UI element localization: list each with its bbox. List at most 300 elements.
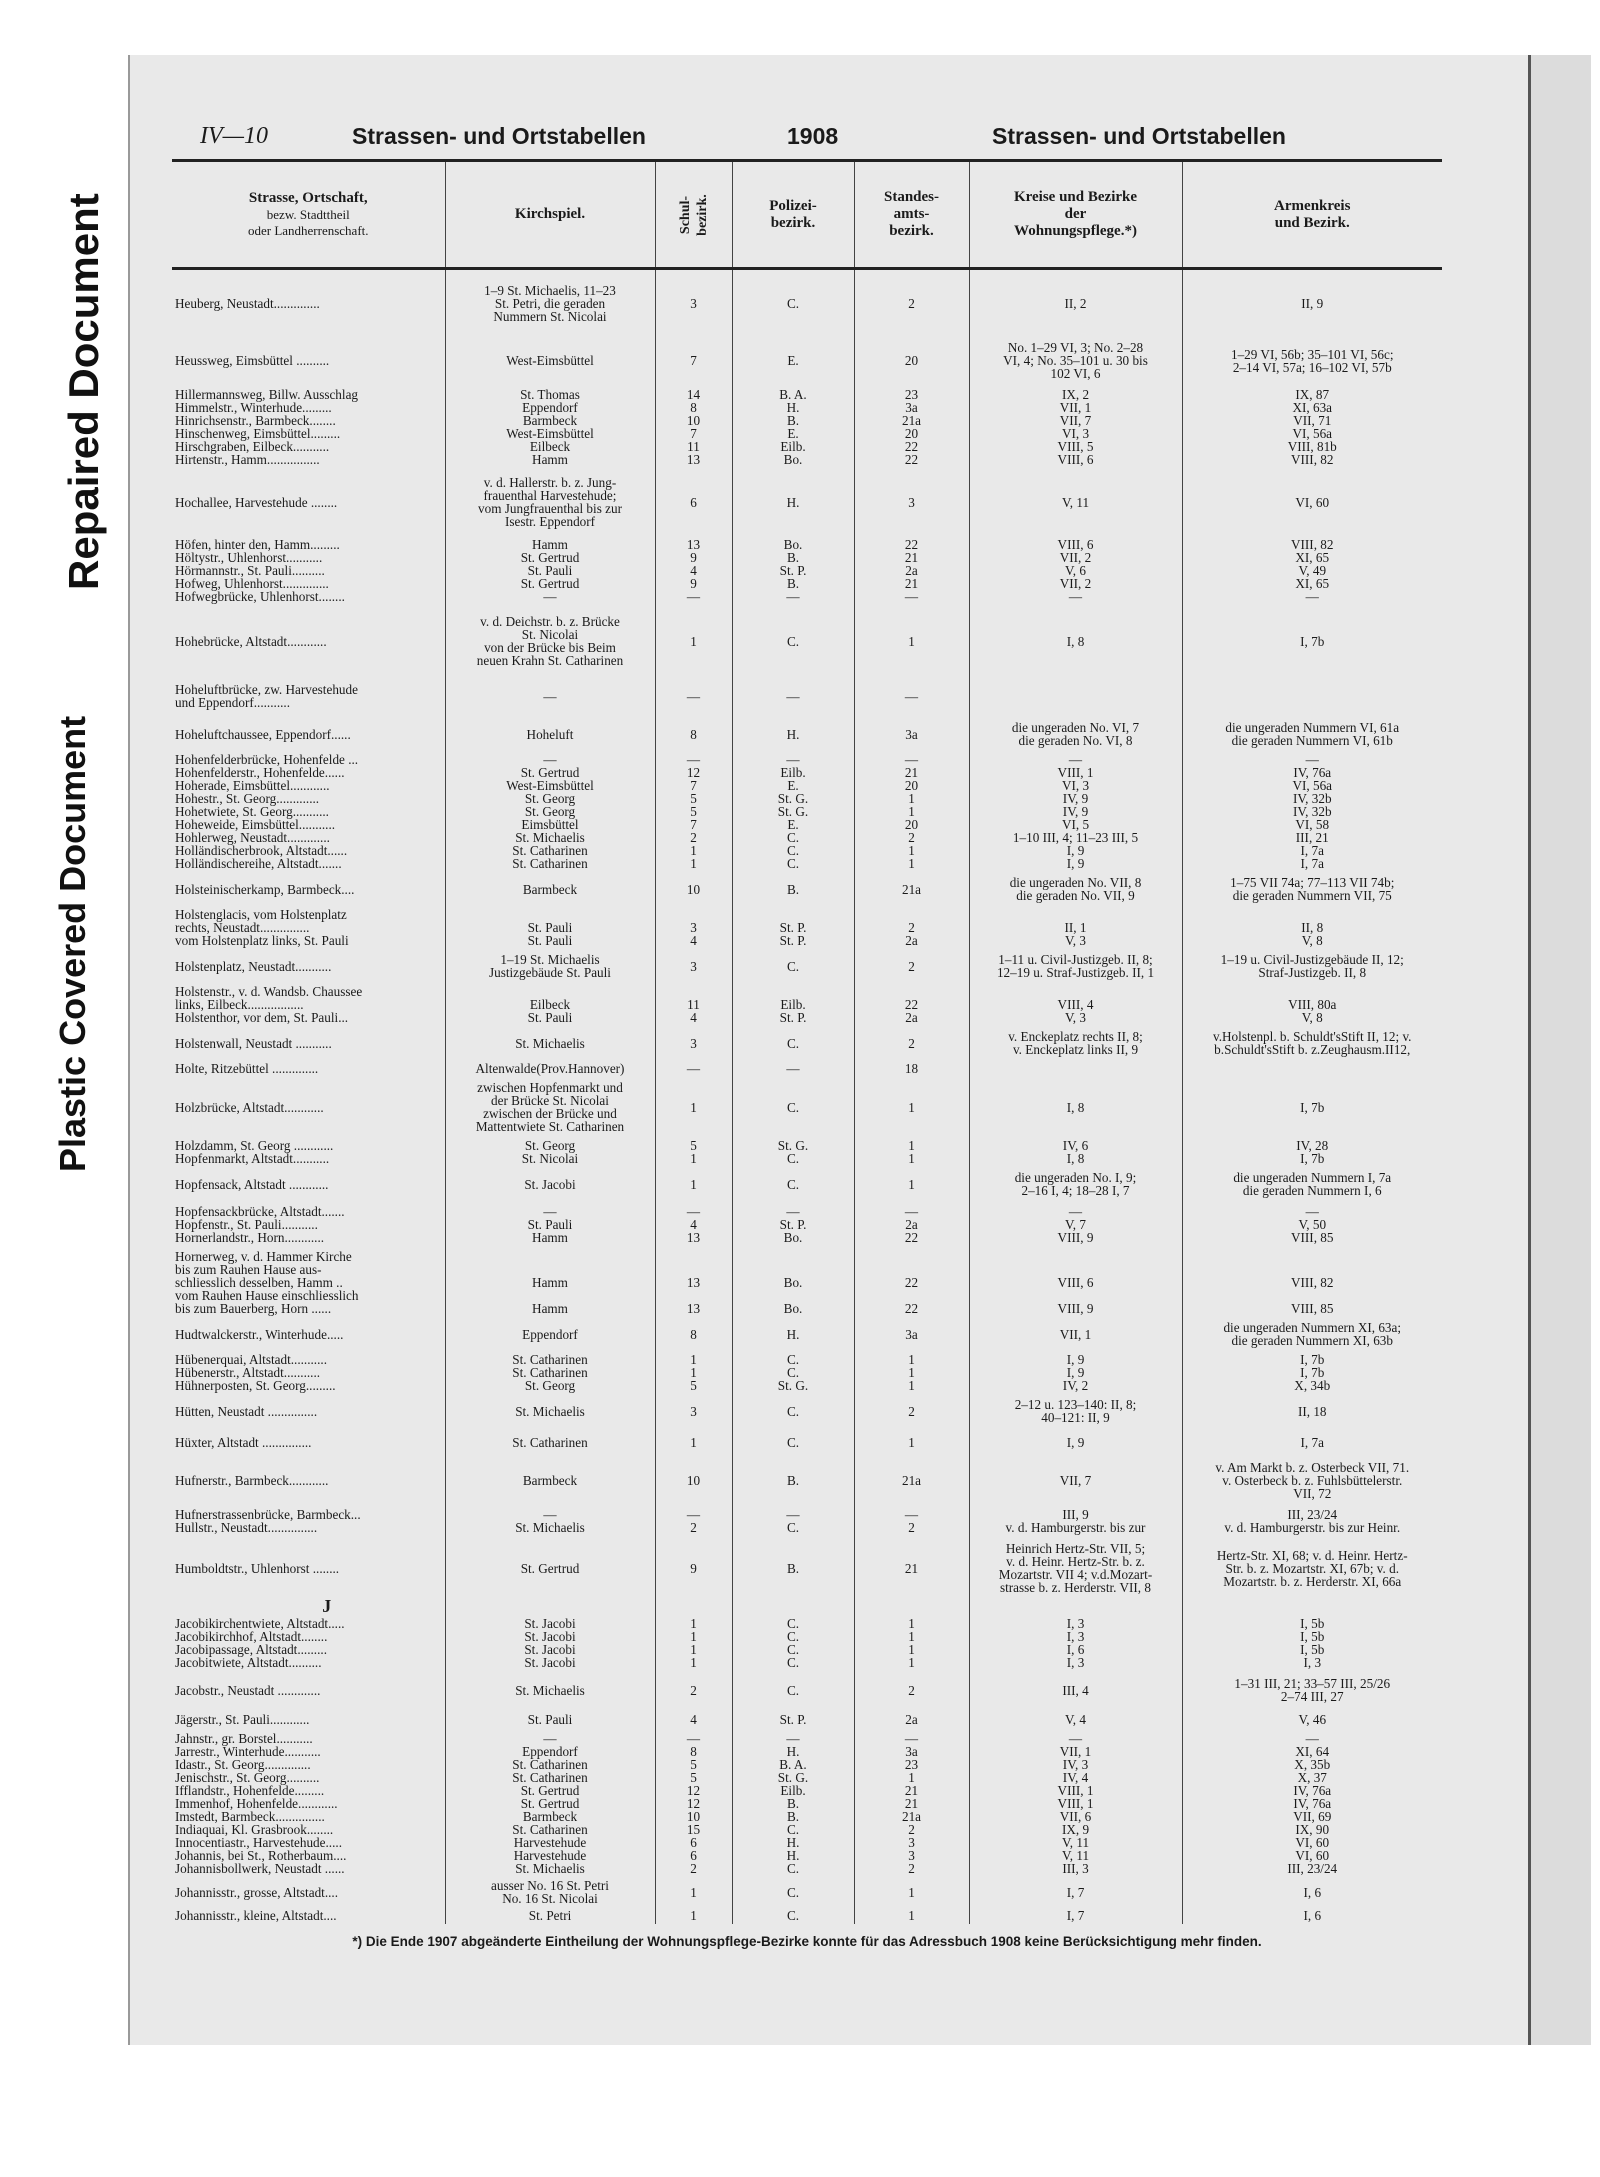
data-cell: — V, 50 VIII, 85 [1182, 1201, 1442, 1248]
data-cell: No. 1–29 VI, 3; No. 2–28 VI, 4; No. 35–101 u. 30 bis 102 VI, 6 [969, 337, 1182, 384]
data-cell: 3a [854, 1317, 969, 1351]
street-cell: Höfen, hinter den, Hamm......... Höltystr., Uhlenhorst........... Hörmannstr., St. Pauli.......... Hofweg, Uhlenhorst.............. Hofwegbrücke, Uhlenhorst........ [175, 537, 345, 604]
data-cell: Hoheluft [445, 717, 655, 751]
street-cell: J [322, 1598, 332, 1615]
data-cell: — St. P. Bo. [732, 1201, 854, 1248]
data-cell: Bo. B. St. P. B. — [732, 534, 854, 607]
data-cell: die ungeraden Nummern XI, 63a; die geraden Nummern XI, 63b [1182, 1317, 1442, 1351]
table-row [172, 1394, 1442, 1428]
street-cell: Hopfensack, Altstadt ............ [175, 1176, 329, 1192]
table-row [172, 384, 1442, 470]
data-cell: — 4 13 [655, 1201, 732, 1248]
data-cell: — Eppendorf St. Catharinen St. Catharinen St. Gertrud St. Gertrud Barmbeck St. Catharinen Harvestehude Harvestehude St. Michaelis [445, 1730, 655, 1877]
table-row [172, 1201, 1442, 1248]
data-cell: 1 1 [854, 1137, 969, 1167]
data-cell: 1 [655, 1877, 732, 1907]
data-cell: — [732, 675, 854, 717]
data-cell: C. [732, 1167, 854, 1201]
data-cell: 21a [854, 872, 969, 906]
data-cell: Altenwalde(Prov.Hannover) [445, 1060, 655, 1077]
data-cell: Eilbeck St. Pauli [445, 983, 655, 1026]
table-row [172, 1317, 1442, 1351]
data-cell: 23 3a 21a 20 22 22 [854, 384, 969, 470]
data-cell: — 2a 22 [854, 1201, 969, 1248]
col-header-kirchspiel [445, 161, 655, 269]
col-header-wohnungspflege [969, 161, 1182, 269]
data-cell: — St. Gertrud West-Eimsbüttel St. Georg St. Georg Eimsbüttel St. Michaelis St. Catharinen St. Catharinen [445, 751, 655, 872]
col-label: Armenkreis und Bezirk. [1274, 197, 1351, 231]
data-cell: C. [732, 1907, 854, 1924]
data-cell: St. Michaelis [445, 1394, 655, 1428]
data-cell: 1 1 5 [655, 1351, 732, 1394]
data-cell: I, 7 [969, 1907, 1182, 1924]
data-cell: v. d. Deichstr. b. z. Brücke St. Nicolai von der Brücke bis Beim neuen Krahn St. Catharinen [445, 607, 655, 675]
data-cell: 13 9 4 9 — [655, 534, 732, 607]
data-cell: C. [732, 1026, 854, 1060]
data-cell: — [655, 1060, 732, 1077]
data-cell: — H. B. A. St. G. Eilb. B. B. C. H. H. C. [732, 1730, 854, 1877]
data-cell [969, 675, 1182, 717]
data-cell: 9 [655, 1538, 732, 1598]
plastic-covered-document-label: Plastic Covered Document [52, 715, 93, 1172]
data-cell: C. [732, 1671, 854, 1709]
data-cell: C. [732, 1394, 854, 1428]
street-cell: Hornerweg, v. d. Hammer Kirche bis zum Rauhen Hause aus- schliesslich desselben, Hamm .. vom Rauhen Hause einschliesslich bis zum Bauerberg, Horn ...... [175, 1249, 359, 1316]
data-cell: 1 [854, 1428, 969, 1457]
data-cell: IV, 28 I, 7b [1182, 1137, 1442, 1167]
data-cell: 8 [655, 1317, 732, 1351]
col-header-armenkreis [1182, 161, 1442, 269]
data-cell: I, 9 [969, 1428, 1182, 1457]
table-body [172, 269, 1442, 1925]
col-sublabel: bezw. Stadttheil oder Landherrenschaft. [247, 207, 369, 238]
data-cell: St. Petri [445, 1907, 655, 1924]
data-cell: St. Gertrud [445, 1538, 655, 1598]
data-cell: — St. Michaelis [445, 1504, 655, 1538]
data-cell: III, 23/24 v. d. Hamburgerstr. bis zur Heinr. [1182, 1504, 1442, 1538]
data-cell: St. Catharinen [445, 1428, 655, 1457]
col-header-schulbezirk [655, 161, 732, 269]
data-cell: C. C. St. G. [732, 1351, 854, 1394]
header-title-left: Strassen- und Ortstabellen [352, 123, 646, 149]
data-cell: — St. Pauli Hamm [445, 1201, 655, 1248]
data-cell: — C. [732, 1504, 854, 1538]
data-cell: B. A. H. B. E. Eilb. Bo. [732, 384, 854, 470]
data-cell: 22 21 2a 21 — [854, 534, 969, 607]
data-cell: 1 1 1 1 [854, 1615, 969, 1671]
data-cell: St. Michaelis [445, 1671, 655, 1709]
data-cell: I, 8 [969, 1077, 1182, 1137]
page-number: IV—10 [200, 123, 268, 149]
table-row [172, 751, 1442, 872]
data-cell: I, 7 [969, 1877, 1182, 1907]
data-cell: I, 3 I, 3 I, 6 I, 3 [969, 1615, 1182, 1671]
street-cell: Hüxter, Altstadt ............... [175, 1435, 312, 1450]
data-cell: 13 13 [655, 1248, 732, 1317]
table-row [172, 1538, 1442, 1598]
table-row [172, 1351, 1442, 1394]
data-cell: Eppendorf [445, 1317, 655, 1351]
street-cell: Holzdamm, St. Georg ............ Hopfenmarkt, Altstadt........... [175, 1138, 334, 1166]
table-row [172, 1167, 1442, 1201]
data-cell: 4 [655, 1709, 732, 1730]
data-cell: ausser No. 16 St. Petri No. 16 St. Nicolai [445, 1877, 655, 1907]
street-cell: Hübenerquai, Altstadt........... Hübenerstr., Altstadt........... Hühnerposten, St. Georg......... [175, 1352, 336, 1393]
table-row [172, 1907, 1442, 1924]
street-cell: Hütten, Neustadt ............... [175, 1403, 318, 1419]
data-cell [1182, 675, 1442, 717]
page-header [172, 115, 1442, 159]
data-cell: 2 [854, 1394, 969, 1428]
data-cell: 2 [854, 949, 969, 983]
data-cell: 1 1 1 1 [655, 1615, 732, 1671]
data-cell: B. [732, 1457, 854, 1504]
data-cell: I, 7b I, 7b X, 34b [1182, 1351, 1442, 1394]
data-cell: — XI, 64 X, 35b X, 37 IV, 76a IV, 76a VII, 69 IX, 90 VI, 60 VI, 60 III, 23/24 [1182, 1730, 1442, 1877]
street-cell: Holzbrücke, Altstadt............ [175, 1099, 324, 1115]
data-cell: 1 [854, 1077, 969, 1137]
data-cell: III, 4 [969, 1671, 1182, 1709]
street-cell: Hohenfelderbrücke, Hohenfelde ... Hohenfelderstr., Hohenfelde...... Hoherade, Eimsbüttel............ Hohestr., St. Georg............. Hohetwiete, St. Georg........... Hoheweide, Eimsbüttel........... Hohlerweg, Neustadt............. Holländischerbrook, Altstadt...... Holländischereihe, Altstadt....... [175, 752, 359, 871]
data-cell: St. G. C. [732, 1137, 854, 1167]
data-cell: — 2 [655, 1504, 732, 1538]
data-cell: — 3a 23 1 21 21 21a 2 3 3 2 [854, 1730, 969, 1877]
street-cell: Holstenwall, Neustadt ........... [175, 1035, 332, 1051]
table-row [172, 1077, 1442, 1137]
street-cell: Holstenplatz, Neustadt........... [175, 958, 332, 974]
data-cell: 18 [854, 1060, 969, 1077]
data-cell: Barmbeck [445, 1457, 655, 1504]
street-cell: Jacobikirchentwiete, Altstadt..... Jacobikirchhof, Altstadt........ Jacobipassage, Altstadt......... Jacobitwiete, Altstadt.......... [175, 1616, 345, 1670]
data-cell: 3 [854, 470, 969, 534]
data-cell: zwischen Hopfenmarkt und der Brücke St. Nicolai zwischen der Brücke und Mattentwiete St. Catharinen [445, 1077, 655, 1137]
data-cell: 3 [655, 1026, 732, 1060]
col-header-strasse [172, 161, 445, 269]
street-cell: Jacobstr., Neustadt ............. [175, 1682, 321, 1698]
data-cell [655, 1598, 732, 1615]
col-label: Kreise und Bezirke der Wohnungspflege.*) [1013, 189, 1138, 239]
street-cell: Holsteinischerkamp, Barmbeck.... [175, 881, 355, 897]
data-cell: IV, 6 I, 8 [969, 1137, 1182, 1167]
street-cell: Hufnerstr., Barmbeck............ [175, 1473, 329, 1488]
data-cell: 1 [655, 1077, 732, 1137]
col-label: Standes- amts- bezirk. [883, 189, 939, 239]
data-cell: — 8 5 5 12 12 10 15 6 6 2 [655, 1730, 732, 1877]
data-cell: II, 8 V, 8 [1182, 906, 1442, 949]
table-row [172, 1137, 1442, 1167]
data-cell: III, 9 v. d. Hamburgerstr. bis zur [969, 1504, 1182, 1538]
street-cell: Hochallee, Harvestehude ........ [175, 494, 338, 510]
data-cell: — [732, 1060, 854, 1077]
data-cell: V, 46 [1182, 1709, 1442, 1730]
data-cell: 2 [854, 1671, 969, 1709]
data-cell: 22 2a [854, 983, 969, 1026]
data-cell: Heinrich Hertz-Str. VII, 5; v. d. Heinr. Hertz-Str. b. z. Mozartstr. VII 4; v.d.Mozart- strasse b. z. Herderstr. VII, 8 [969, 1538, 1182, 1598]
data-cell: 1 [655, 1907, 732, 1924]
data-cell [854, 1598, 969, 1615]
data-cell: B. [732, 1538, 854, 1598]
data-cell: 2–12 u. 123–140: II, 8; 40–121: II, 9 [969, 1394, 1182, 1428]
data-cell: v. Enckeplatz rechts II, 8; v. Enckeplatz links II, 9 [969, 1026, 1182, 1060]
data-cell: 3 4 [655, 906, 732, 949]
data-cell: St. Jacobi St. Jacobi St. Jacobi St. Jacobi [445, 1615, 655, 1671]
data-cell: — IV, 76a VI, 56a IV, 32b IV, 32b VI, 58 III, 21 I, 7a I, 7a [1182, 751, 1442, 872]
data-cell: 1 [854, 1877, 969, 1907]
street-cell: Heuberg, Neustadt.............. [175, 296, 320, 311]
data-cell: die ungeraden No. VII, 8 die geraden No. VII, 9 [969, 872, 1182, 906]
data-cell: VIII, 6 VII, 2 V, 6 VII, 2 — [969, 534, 1182, 607]
street-cell: Jahnstr., gr. Borstel........... Jarrestr., Winterhude........... Idastr., St. Georg.............. Jenischstr., St. Georg.......... Ifflandstr., Hohenfelde......... Immenhof, Hohenfelde............ Imstedt, Barmbeck............... Indiaquai, Kl. Grasbrook........ Innocentiastr., Harvestehude..... Johannis, bei St., Rotherbaum.... Johannisbollwerk, Neustadt ...... [175, 1731, 347, 1876]
data-cell: St. P. [732, 1709, 854, 1730]
data-cell: IX, 2 VII, 1 VII, 7 VI, 3 VIII, 5 VIII, 6 [969, 384, 1182, 470]
street-cell: Holstenglacis, vom Holstenplatz rechts, Neustadt............... vom Holstenplatz links, St. Pauli [175, 907, 349, 948]
data-cell: I, 8 [969, 607, 1182, 675]
data-cell: 2 2a [854, 906, 969, 949]
data-cell: — [655, 675, 732, 717]
data-cell: 1–31 III, 21; 33–57 III, 25/26 2–74 III, 27 [1182, 1671, 1442, 1709]
data-cell: IX, 87 XI, 63a VII, 71 VI, 56a VIII, 81b VIII, 82 [1182, 384, 1442, 470]
table-row [172, 1428, 1442, 1457]
data-cell: Hamm Hamm [445, 1248, 655, 1317]
data-cell: Bo. Bo. [732, 1248, 854, 1317]
data-cell: 1–29 VI, 56b; 35–101 VI, 56c; 2–14 VI, 57a; 16–102 VI, 57b [1182, 337, 1442, 384]
document-page [172, 115, 1442, 1949]
data-cell: — 21 20 1 1 20 2 1 1 [854, 751, 969, 872]
repaired-document-label: Repaired Document [60, 193, 107, 590]
data-cell: C. [732, 949, 854, 983]
data-cell: V, 4 [969, 1709, 1182, 1730]
street-cell: Jägerstr., St. Pauli............ [175, 1712, 310, 1727]
data-cell: H. [732, 717, 854, 751]
data-cell: 1 [854, 1907, 969, 1924]
street-cell: Humboldtstr., Uhlenhorst ........ [175, 1560, 340, 1576]
data-cell: I, 7b [1182, 607, 1442, 675]
street-cell: Hoheluftbrücke, zw. Harvestehude und Eppendorf........... [175, 682, 358, 710]
data-cell: — V, 7 VIII, 9 [969, 1201, 1182, 1248]
data-cell: die ungeraden No. I, 9; 2–16 I, 4; 18–28 I, 7 [969, 1167, 1182, 1201]
data-cell: 10 [655, 872, 732, 906]
data-cell: II, 9 [1182, 269, 1442, 338]
street-cell: Holte, Ritzebüttel .............. [175, 1061, 319, 1076]
street-cell: Hudtwalckerstr., Winterhude..... [175, 1326, 344, 1342]
street-cell: Holstenstr., v. d. Wandsb. Chaussee links, Eilbeck................. Holstenthor, vor dem, St. Pauli... [175, 984, 363, 1025]
data-cell [1182, 1060, 1442, 1077]
data-cell: 2 [655, 1671, 732, 1709]
page-edge-strip [1528, 55, 1591, 2045]
data-cell: 2 [854, 269, 969, 338]
data-cell: 14 8 10 7 11 13 [655, 384, 732, 470]
data-cell: 1–19 St. Michaelis Justizgebäude St. Pauli [445, 949, 655, 983]
data-cell: VIII, 80a V, 8 [1182, 983, 1442, 1026]
data-cell: II, 2 [969, 269, 1182, 338]
street-cell: Heussweg, Eimsbüttel .......... [175, 353, 330, 368]
data-cell: I, 6 [1182, 1907, 1442, 1924]
data-cell: die ungeraden Nummern VI, 61a die geraden Nummern VI, 61b [1182, 717, 1442, 751]
data-cell: St. Georg St. Nicolai [445, 1137, 655, 1167]
data-cell: St. Pauli [445, 1709, 655, 1730]
table-row [172, 534, 1442, 607]
data-cell: 10 [655, 1457, 732, 1504]
data-cell: VI, 60 [1182, 470, 1442, 534]
col-label: Polizei- bezirk. [769, 197, 817, 231]
street-cell: Johannisstr., grosse, Altstadt.... [175, 1884, 339, 1900]
data-cell: v. Am Markt b. z. Osterbeck VII, 71. v. Osterbeck b. z. Fuhlsbüttelerstr. VII, 72 [1182, 1457, 1442, 1504]
data-cell: St. P. St. P. [732, 906, 854, 949]
table-row [172, 1457, 1442, 1504]
data-cell: — 2 [854, 1504, 969, 1538]
data-cell: II, 1 V, 3 [969, 906, 1182, 949]
data-cell: 1 [854, 1167, 969, 1201]
street-cell: Hohebrücke, Altstadt............ [175, 633, 327, 649]
table-row [172, 470, 1442, 534]
data-cell [445, 1598, 655, 1615]
data-cell: 8 [655, 717, 732, 751]
data-cell: VIII, 6 VIII, 9 [969, 1248, 1182, 1317]
data-cell: 1 1 1 [854, 1351, 969, 1394]
street-cell: Hopfensackbrücke, Altstadt....... Hopfenstr., St. Pauli........... Hornerlandstr., Horn............ [175, 1204, 345, 1245]
table-row [172, 1730, 1442, 1877]
data-cell [1182, 1598, 1442, 1615]
data-cell: I, 9 I, 9 IV, 2 [969, 1351, 1182, 1394]
data-cell: 6 [655, 470, 732, 534]
data-cell: — VII, 1 IV, 3 IV, 4 VIII, 1 VIII, 1 VII, 6 IX, 9 V, 11 V, 11 III, 3 [969, 1730, 1182, 1877]
data-cell: — 12 7 5 5 7 2 1 1 [655, 751, 732, 872]
street-table [172, 159, 1442, 1924]
data-cell: 1 [854, 607, 969, 675]
data-cell: St. Pauli St. Pauli [445, 906, 655, 949]
street-cell: Hufnerstrassenbrücke, Barmbeck... Hullstr., Neustadt............... [175, 1507, 361, 1535]
data-cell: I, 7b [1182, 1077, 1442, 1137]
data-cell: H. [732, 470, 854, 534]
table-row [172, 1671, 1442, 1709]
street-cell: Hillermannsweg, Billw. Ausschlag Himmelstr., Winterhude......... Hinrichsenstr., Barmbeck........ Hinschenweg, Eimsbüttel......... Hirschgraben, Eilbeck........... Hirtenstr., Hamm................ [175, 387, 359, 467]
data-cell: Barmbeck [445, 872, 655, 906]
table-header-row [172, 161, 1442, 269]
data-cell: 2a [854, 1709, 969, 1730]
data-cell: VIII, 82 XI, 65 V, 49 XI, 65 — [1182, 534, 1442, 607]
data-cell: V, 11 [969, 470, 1182, 534]
data-cell [969, 1060, 1182, 1077]
col-header-standesamtsbezirk [854, 161, 969, 269]
data-cell [969, 1598, 1182, 1615]
table-row [172, 1026, 1442, 1060]
data-cell: 5 1 [655, 1137, 732, 1167]
data-cell: H. [732, 1317, 854, 1351]
data-cell: Hertz-Str. XI, 68; v. d. Heinr. Hertz- Str. b. z. Mozartstr. XI, 67b; v. d. Mozartstr. b. z. Herderstr. XI, 66a [1182, 1538, 1442, 1598]
data-cell: 3 [655, 949, 732, 983]
table-row [172, 1615, 1442, 1671]
data-cell: — [445, 675, 655, 717]
data-cell: 1 [655, 1428, 732, 1457]
data-cell: v. d. Hallerstr. b. z. Jung- frauenthal Harvestehude; vom Jungfrauenthal bis zur Isestr. Eppendorf [445, 470, 655, 534]
table-row [172, 1598, 1442, 1615]
data-cell: VIII, 82 VIII, 85 [1182, 1248, 1442, 1317]
table-row [172, 949, 1442, 983]
data-cell: 22 22 [854, 1248, 969, 1317]
data-cell: VII, 7 [969, 1457, 1182, 1504]
data-cell: II, 18 [1182, 1394, 1442, 1428]
data-cell: I, 7a [1182, 1428, 1442, 1457]
data-cell: C. C. C. C. [732, 1615, 854, 1671]
data-cell: 20 [854, 337, 969, 384]
data-cell: I, 6 [1182, 1877, 1442, 1907]
table-row [172, 1504, 1442, 1538]
data-cell: VIII, 4 V, 3 [969, 983, 1182, 1026]
data-cell: I, 5b I, 5b I, 5b I, 3 [1182, 1615, 1442, 1671]
table-row [172, 1709, 1442, 1730]
data-cell: 21 [854, 1538, 969, 1598]
data-cell: — VIII, 1 VI, 3 IV, 9 IV, 9 VI, 5 1–10 III, 4; 11–23 III, 5 I, 9 I, 9 [969, 751, 1182, 872]
data-cell: 3 [655, 269, 732, 338]
data-cell: 1–19 u. Civil-Justizgebäude II, 12; Straf-Justizgeb. II, 8 [1182, 949, 1442, 983]
street-cell: Hoheluftchaussee, Eppendorf...... [175, 726, 351, 742]
table-row [172, 717, 1442, 751]
footnote: *) Die Ende 1907 abgeänderte Eintheilung der Wohnungspflege-Bezirke konnte für das Adressbuch 1908 keine Berücksichtigung mehr finden. [352, 1934, 1262, 1949]
data-cell: C. [732, 269, 854, 338]
data-cell: 3a [854, 717, 969, 751]
col-label: Strasse, Ortschaft, [248, 190, 368, 206]
data-cell: St. Thomas Eppendorf Barmbeck West-Eimsbüttel Eilbeck Hamm [445, 384, 655, 470]
data-cell: St. Michaelis [445, 1026, 655, 1060]
data-cell: E. [732, 337, 854, 384]
table-row [172, 906, 1442, 949]
data-cell: 1–11 u. Civil-Justizgeb. II, 8; 12–19 u. Straf-Justizgeb. II, 1 [969, 949, 1182, 983]
data-cell: 11 4 [655, 983, 732, 1026]
table-row [172, 983, 1442, 1026]
data-cell: B. [732, 872, 854, 906]
data-cell: die ungeraden No. VI, 7 die geraden No. VI, 8 [969, 717, 1182, 751]
table-row [172, 337, 1442, 384]
data-cell: — [854, 675, 969, 717]
data-cell: 1 [655, 607, 732, 675]
street-cell: Johannisstr., kleine, Altstadt.... [175, 1908, 337, 1923]
data-cell: 21a [854, 1457, 969, 1504]
data-cell: West-Eimsbüttel [445, 337, 655, 384]
table-row [172, 1060, 1442, 1077]
col-label: Kirchspiel. [514, 206, 586, 222]
col-header-polizeibezirk [732, 161, 854, 269]
data-cell: 7 [655, 337, 732, 384]
data-cell: St. Catharinen St. Catharinen St. Georg [445, 1351, 655, 1394]
table-row [172, 675, 1442, 717]
data-cell: C. [732, 1877, 854, 1907]
side-margin [0, 0, 120, 2177]
table-row [172, 269, 1442, 338]
data-cell: 1 [655, 1167, 732, 1201]
data-cell: C. [732, 1428, 854, 1457]
data-cell: — Eilb. E. St. G. St. G. E. C. C. C. [732, 751, 854, 872]
data-cell: v.Holstenpl. b. Schuldt'sStift II, 12; v. b.Schuldt'sStift b. z.Zeughausm.II12, [1182, 1026, 1442, 1060]
data-cell: C. [732, 1077, 854, 1137]
data-cell: die ungeraden Nummern I, 7a die geraden Nummern I, 6 [1182, 1167, 1442, 1201]
data-cell: 2 [854, 1026, 969, 1060]
table-row [172, 1877, 1442, 1907]
col-label: Schul- bezirk. [677, 193, 710, 236]
data-cell: 3 [655, 1394, 732, 1428]
table-row [172, 607, 1442, 675]
table-row [172, 872, 1442, 906]
data-cell: St. Jacobi [445, 1167, 655, 1201]
data-cell: 1–9 St. Michaelis, 11–23 St. Petri, die geraden Nummern St. Nicolai [445, 269, 655, 338]
data-cell: 1–75 VII 74a; 77–113 VII 74b; die geraden Nummern VII, 75 [1182, 872, 1442, 906]
data-cell: Hamm St. Gertrud St. Pauli St. Gertrud — [445, 534, 655, 607]
data-cell: VII, 1 [969, 1317, 1182, 1351]
data-cell [732, 1598, 854, 1615]
data-cell: C. [732, 607, 854, 675]
table-row [172, 1248, 1442, 1317]
header-title-right: Strassen- und Ortstabellen [992, 123, 1286, 149]
data-cell: Eilb. St. P. [732, 983, 854, 1026]
